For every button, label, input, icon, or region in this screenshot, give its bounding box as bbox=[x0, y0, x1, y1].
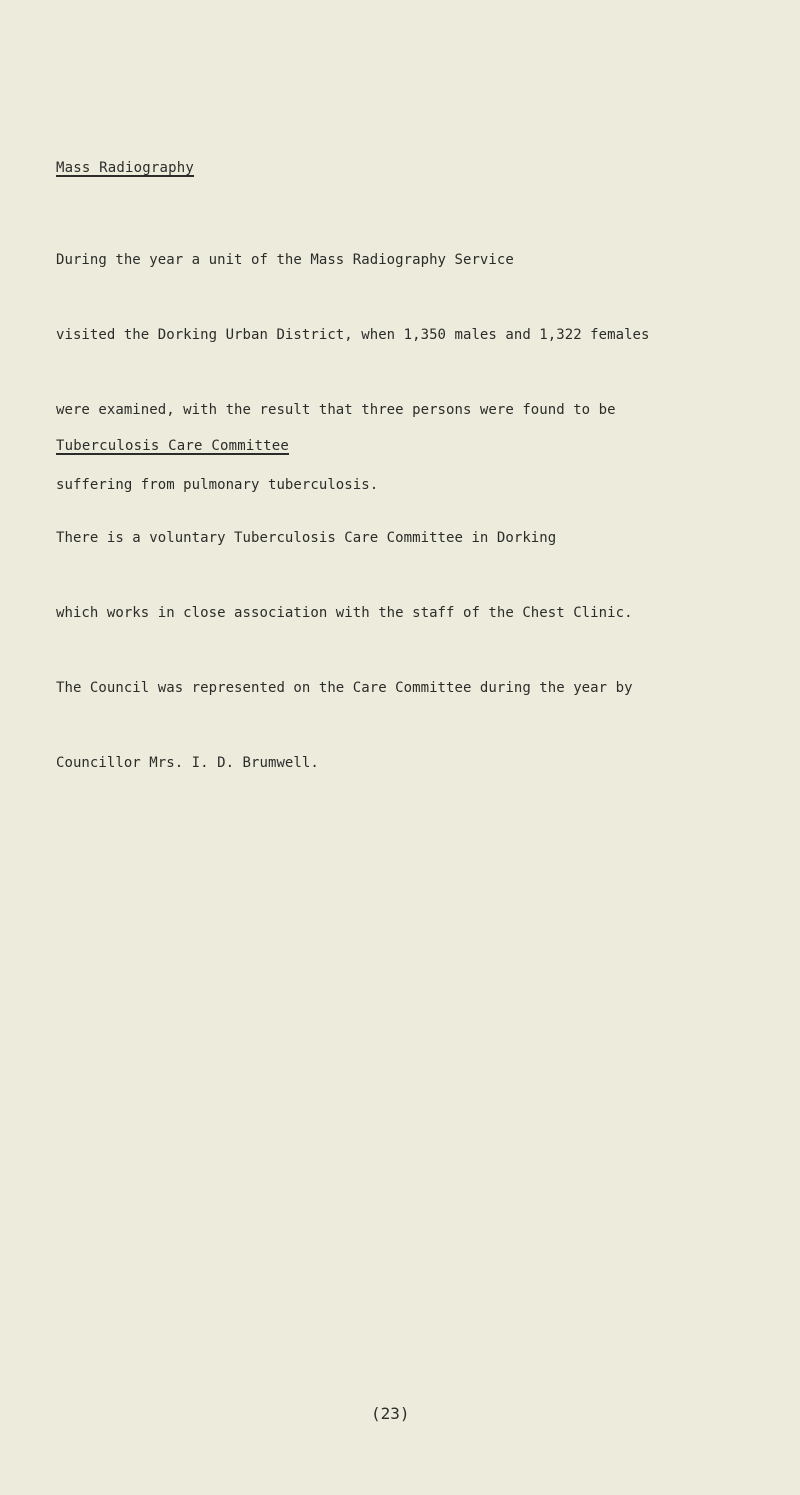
text-line: The Council was represented on the Care Committee during the year by bbox=[56, 680, 633, 696]
text-line: During the year a unit of the Mass Radiography Service bbox=[56, 252, 514, 268]
page-number: (23) bbox=[371, 1404, 410, 1423]
section-heading-mass-radiography: Mass Radiography bbox=[56, 160, 195, 176]
text-line: There is a voluntary Tuberculosis Care Committee in Dorking bbox=[56, 530, 557, 546]
text-line: Councillor Mrs. I. D. Brumwell. bbox=[56, 755, 319, 771]
section-heading-tuberculosis-care-committee: Tuberculosis Care Committee bbox=[56, 438, 289, 454]
text-line: suffering from pulmonary tuberculosis. bbox=[56, 477, 379, 493]
text-line: which works in close association with the staff of the Chest Clinic. bbox=[56, 605, 633, 621]
paragraph-tuberculosis-care-committee bbox=[56, 476, 792, 826]
text-line: visited the Dorking Urban District, when 1,350 males and 1,322 females bbox=[56, 327, 650, 343]
text-line: were examined, with the result that three persons were found to be bbox=[56, 402, 616, 418]
